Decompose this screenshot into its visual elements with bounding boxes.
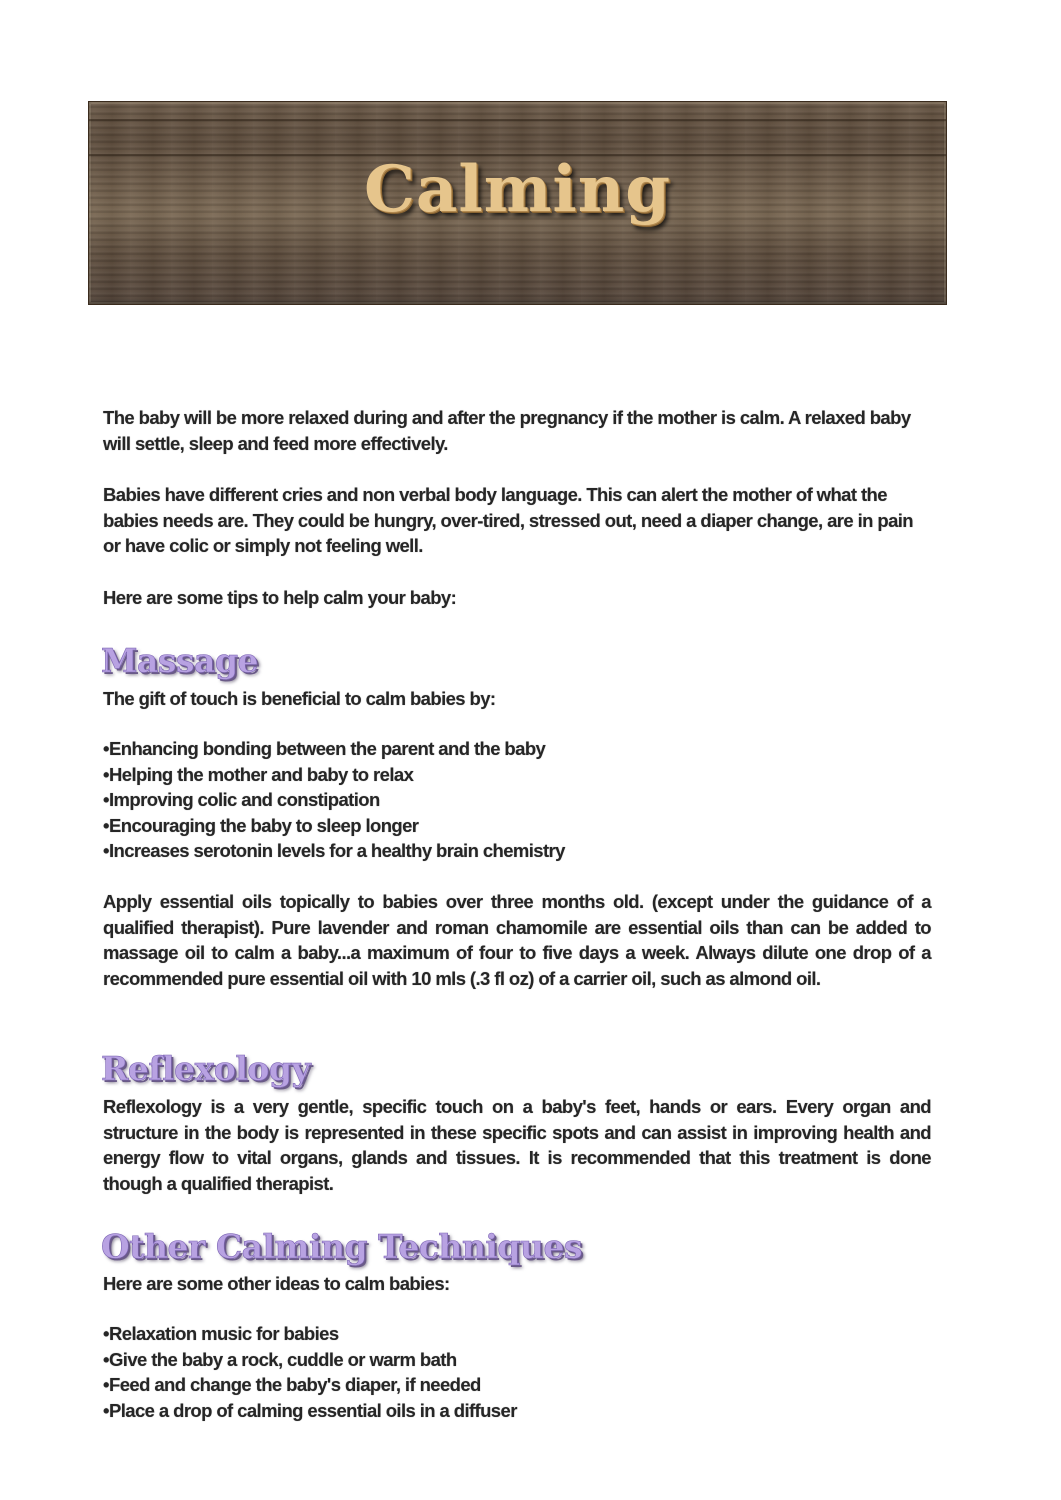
- section-heading-massage: Massage: [101, 641, 259, 680]
- list-item: [103, 838, 931, 864]
- bullet-icon: •: [103, 763, 109, 785]
- bullet-icon: •: [103, 1323, 109, 1344]
- list-item: [103, 787, 931, 813]
- reflexology-paragraph: Reflexology is a very gentle, specific touch on a baby's feet, hands or ears. Every organ and structure in the body is represented in these specific spots and can assist in improving health and energy flow to vital organs, glands and tissues. It is recommended that this treatment is done though a qualified therapist.: [103, 1096, 931, 1194]
- massage-lead: The gift of touch is beneficial to calm babies by:: [103, 688, 496, 709]
- bullet-icon: •: [103, 1399, 109, 1421]
- intro-paragraph-3: Here are some tips to help calm your baby:: [103, 587, 457, 608]
- list-item-text: Relaxation music for babies: [109, 1323, 339, 1344]
- bullet-icon: •: [103, 840, 109, 861]
- list-item: [103, 1347, 931, 1373]
- list-item-text: Enhancing bonding between the parent and the baby: [109, 738, 546, 759]
- bullet-icon: •: [103, 814, 109, 836]
- title-banner: [88, 101, 947, 305]
- list-item: [103, 1398, 931, 1424]
- other-techniques-list: [103, 1321, 931, 1423]
- page-title: Calming: [363, 152, 672, 227]
- list-item-text: Improving colic and constipation: [109, 789, 380, 810]
- list-item: [103, 813, 931, 839]
- list-item: [103, 762, 931, 788]
- list-item: [103, 1321, 931, 1347]
- intro-paragraph-2: Babies have different cries and non verbal body language. This can alert the mother of what the babies needs are. They could be hungry, over-tired, stressed out, need a diaper change, are in pain or have colic or simply not feeling well.: [103, 484, 914, 556]
- bullet-icon: •: [103, 1374, 109, 1395]
- list-item: [103, 1372, 931, 1398]
- list-item-text: Increases serotonin levels for a healthy brain chemistry: [109, 840, 565, 861]
- massage-essential-oils-note: Apply essential oils topically to babies over three months old. (except under the guidance of a qualified therapist). Pure lavender and roman chamomile are essential oils than can be added to massage oil to calm a baby...a maximum of four to five days a week. Always dilute one drop of a recommended pure essential oil with 10 mls (.3 fl oz) of a carrier oil, such as almond oil.: [103, 891, 931, 989]
- list-item-text: Feed and change the baby's diaper, if needed: [109, 1374, 481, 1395]
- bullet-icon: •: [103, 738, 109, 759]
- intro-paragraph-1: The baby will be more relaxed during and after the pregnancy if the mother is calm. A relaxed baby will settle, sleep and feed more effectively.: [103, 407, 911, 454]
- list-item-text: Helping the mother and baby to relax: [109, 763, 414, 785]
- section-heading-other-techniques: Other Calming Techniques: [101, 1227, 583, 1266]
- list-item-text: Encouraging the baby to sleep longer: [109, 814, 419, 836]
- other-techniques-lead: Here are some other ideas to calm babies:: [103, 1273, 450, 1294]
- bullet-icon: •: [103, 789, 109, 810]
- section-heading-reflexology: Reflexology: [101, 1049, 311, 1088]
- list-item-text: Place a drop of calming essential oils in a diffuser: [109, 1399, 517, 1421]
- bullet-icon: •: [103, 1348, 109, 1370]
- list-item-text: Give the baby a rock, cuddle or warm bath: [109, 1348, 457, 1370]
- list-item: [103, 736, 931, 762]
- massage-benefits-list: [103, 736, 931, 864]
